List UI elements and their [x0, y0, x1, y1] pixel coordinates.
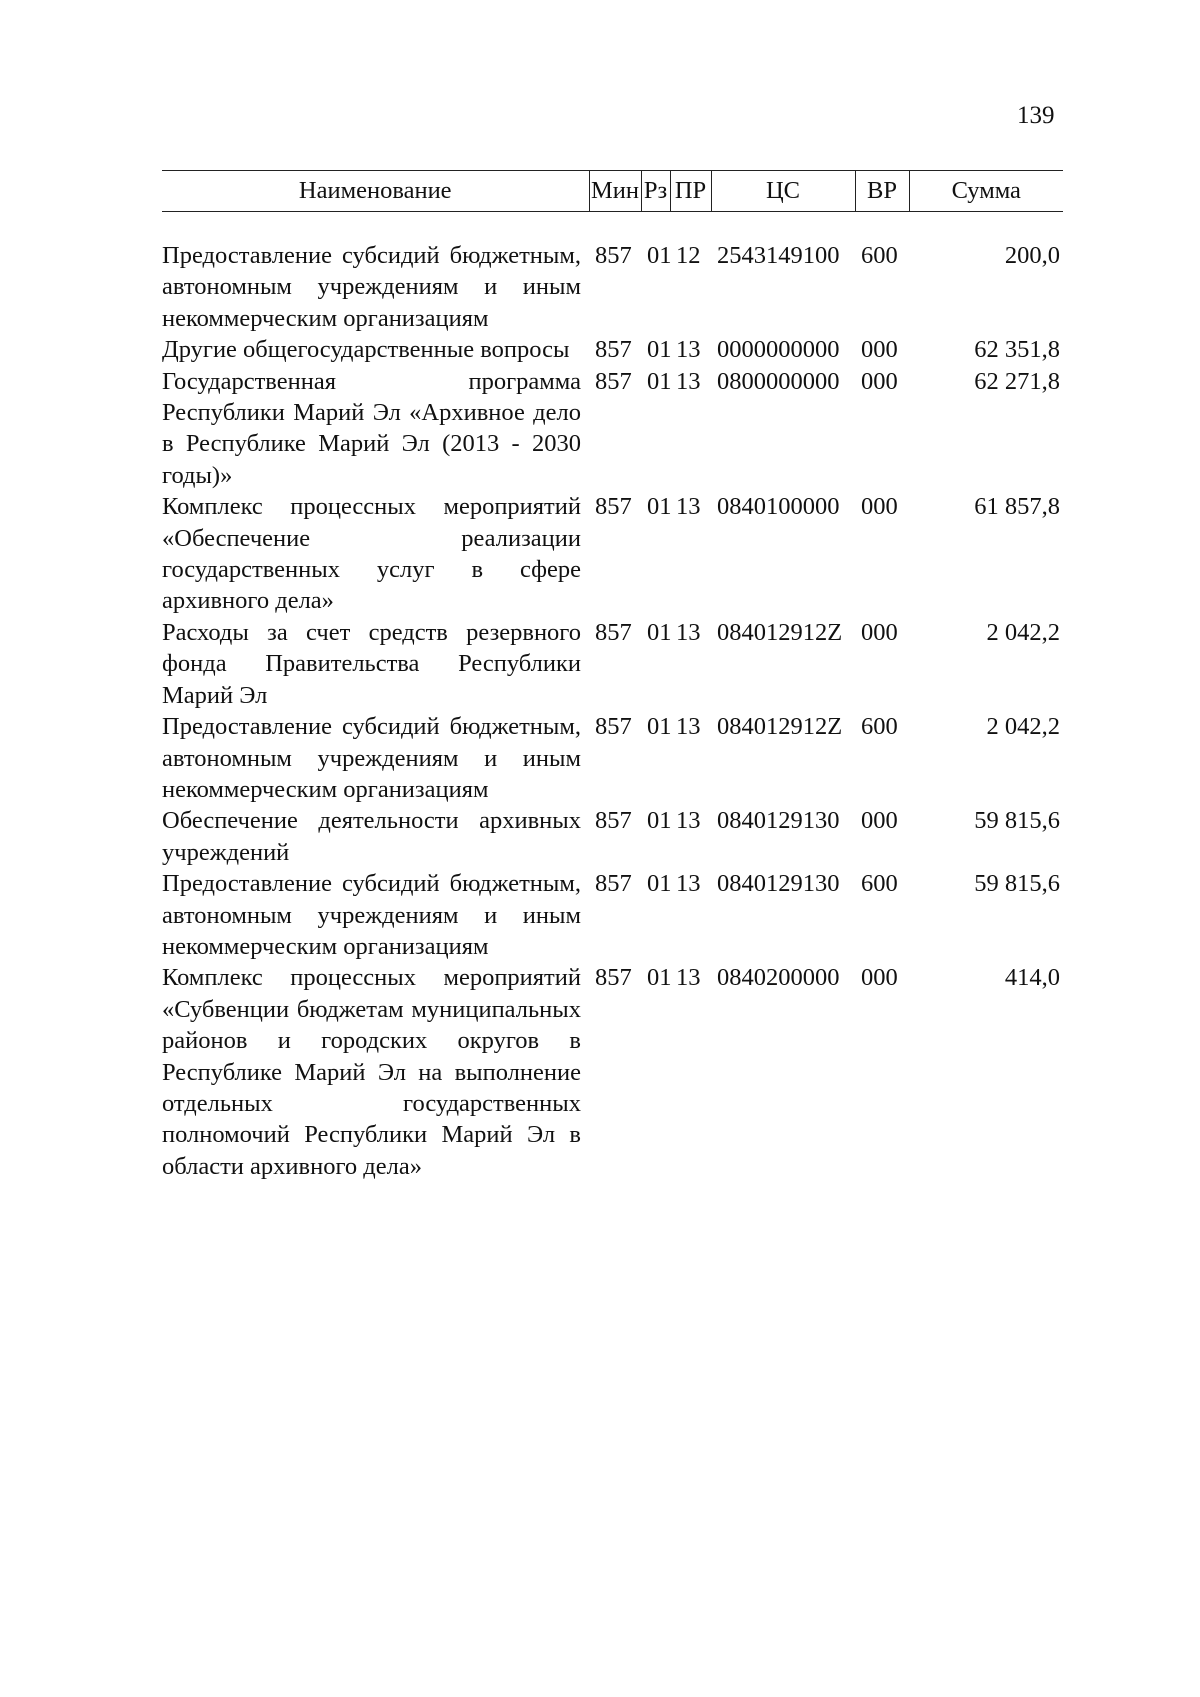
row-sum: 59 815,6: [974, 870, 1060, 898]
budget-table: [162, 170, 1063, 1182]
row-vr: 600: [861, 713, 898, 741]
header-vr: ВР: [855, 171, 909, 212]
row-rz: 01: [647, 618, 672, 646]
row-cs: 0800000000: [717, 367, 840, 395]
table-row: [162, 962, 1063, 1182]
row-pr: 13: [676, 493, 701, 521]
row-name: Обеспечение деятельности архивных учреждений: [162, 807, 581, 866]
row-rz: 01: [647, 713, 672, 741]
row-rz: 01: [647, 807, 672, 835]
row-pr: 12: [676, 242, 701, 269]
row-pr: 13: [676, 367, 701, 395]
row-min: 857: [595, 713, 632, 741]
table-row: [162, 805, 1063, 868]
row-min: 857: [595, 964, 632, 992]
row-cs: 084012912Z: [717, 618, 843, 646]
header-pr: ПР: [670, 171, 711, 212]
table-row: [162, 617, 1063, 711]
row-min: 857: [595, 242, 632, 269]
row-vr: 600: [861, 242, 898, 269]
row-sum: 62 351,8: [974, 336, 1060, 364]
row-pr: 13: [676, 618, 701, 646]
row-min: 857: [595, 493, 632, 521]
row-vr: 000: [861, 618, 898, 646]
row-rz: 01: [647, 493, 672, 521]
row-rz: 01: [647, 242, 672, 269]
row-name: Другие общегосударственные вопросы: [162, 336, 570, 364]
row-pr: 13: [676, 336, 701, 364]
table-row: [162, 334, 1063, 365]
row-sum: 200,0: [1004, 242, 1060, 269]
row-name: Расходы за счет средств резервного фонда Правительства Республики Марий Эл: [162, 618, 581, 709]
table-header-row: [162, 171, 1063, 212]
row-vr: 000: [861, 336, 898, 364]
table-row: [162, 366, 1063, 492]
row-vr: 600: [861, 870, 898, 898]
row-cs: 0840129130: [717, 807, 840, 835]
row-cs: 0840129130: [717, 870, 840, 898]
row-sum: 414,0: [1004, 964, 1060, 992]
header-name: Наименование: [162, 171, 589, 212]
row-pr: 13: [676, 713, 701, 741]
row-vr: 000: [861, 807, 898, 835]
row-sum: 62 271,8: [974, 367, 1060, 395]
row-name: Предоставление субсидий бюджетным, автономным учреждениям и иным некоммерческим организациям: [162, 870, 581, 960]
row-vr: 000: [861, 493, 898, 521]
header-sum: Сумма: [909, 171, 1063, 212]
row-rz: 01: [647, 964, 672, 992]
row-min: 857: [595, 807, 632, 835]
row-vr: 000: [861, 367, 898, 395]
header-rz: Рз: [641, 171, 670, 212]
row-cs: 0840200000: [717, 964, 840, 992]
row-cs: 0000000000: [717, 336, 840, 364]
table-row: [162, 868, 1063, 962]
row-rz: 01: [647, 367, 672, 395]
row-pr: 13: [676, 964, 701, 992]
row-name: Предоставление субсидий бюджетным, автономным учреждениям и иным некоммерческим организациям: [162, 242, 581, 332]
row-sum: 61 857,8: [974, 493, 1060, 521]
row-min: 857: [595, 870, 632, 898]
page-number: 139: [1017, 102, 1055, 129]
row-vr: 000: [861, 964, 898, 992]
row-sum: 59 815,6: [974, 807, 1060, 835]
row-pr: 13: [676, 807, 701, 835]
row-sum: 2 042,2: [986, 713, 1060, 741]
table-row: [162, 240, 1063, 334]
row-sum: 2 042,2: [986, 618, 1060, 646]
table-row: [162, 711, 1063, 805]
row-min: 857: [595, 618, 632, 646]
row-min: 857: [595, 367, 632, 395]
header-min: Мин: [589, 171, 641, 212]
table-row: [162, 491, 1063, 617]
row-cs: 2543149100: [717, 242, 840, 269]
row-name: Предоставление субсидий бюджетным, автономным учреждениям и иным некоммерческим организациям: [162, 713, 581, 803]
table-spacer: [162, 212, 1063, 241]
row-name: Государственная программа Республики Марий Эл «Архивное дело в Республике Марий Эл (2013 - 2030 годы)»: [162, 367, 581, 489]
header-cs: ЦС: [711, 171, 855, 212]
row-cs: 0840100000: [717, 493, 840, 521]
row-name: Комплекс процессных мероприятий «Обеспечение реализации государственных услуг в сфере архивного дела»: [162, 493, 581, 615]
row-cs: 084012912Z: [717, 713, 843, 741]
row-rz: 01: [647, 870, 672, 898]
row-name: Комплекс процессных мероприятий «Субвенции бюджетам муниципальных районов и городских округов в Республике Марий Эл на выполнение отдельных государственных полномочий Республики Марий Эл в области архивного дела»: [162, 964, 581, 1180]
row-pr: 13: [676, 870, 701, 898]
row-min: 857: [595, 336, 632, 364]
row-rz: 01: [647, 336, 672, 364]
